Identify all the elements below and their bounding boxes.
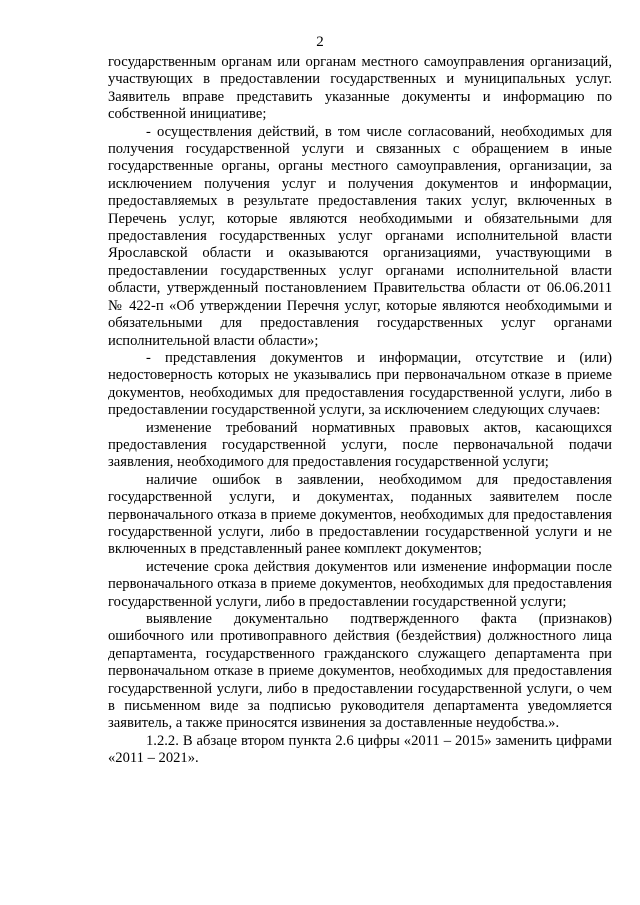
paragraph-documents-clause: - представления документов и информации, отсутствие и (или) недостоверность которых не указывались при первоначальном отказе в приеме документов, необходимых для предоставления государственной услуги, либо в предоставлении государственной услуги, за исключением следующих случаев: bbox=[108, 349, 612, 419]
paragraph-continuation: государственным органам или органам местного самоуправления организаций, участвующих в предоставлении государственных и муниципальных услуг. Заявитель вправе представить указанные документы и информацию по собственной инициативе; bbox=[108, 54, 612, 123]
paragraph-case-requirements-change: изменение требований нормативных правовых актов, касающихся предоставления государственной услуги, после первоначальной подачи заявления, необходимого для предоставления государственной услуги; bbox=[108, 419, 612, 471]
paragraph-amendment-1-2-2: 1.2.2. В абзаце втором пункта 2.6 цифры «2011 – 2015» заменить цифрами «2011 – 2021». bbox=[108, 732, 612, 767]
paragraph-case-expiry: истечение срока действия документов или изменение информации после первоначального отказа в приеме документов, необходимых для предоставления государственной услуги, либо в предоставлении государственной услуги; bbox=[108, 558, 612, 610]
paragraph-actions-clause: - осуществления действий, в том числе согласований, необходимых для получения государственной услуги и связанных с обращением в иные государственные органы, органы местного самоуправления, организации, за исключением получения услуг и получения документов и информации, предоставляемых в результате предоставления таких услуг, включенных в Перечень услуг, которые являются необходимыми и обязательными для предоставления государственных услуг органами исполнительной власти Ярославской области и оказываются организациями, участвующими в предоставлении государственных услуг органами исполнительной власти области, утвержденный постановлением Правительства области от 06.06.2011 № 422-п «Об утверждении Перечня услуг, которые являются необходимыми и обязательными для предоставления государственных услуг органами исполнительной власти области»; bbox=[108, 123, 612, 349]
document-body bbox=[108, 54, 612, 768]
paragraph-case-misconduct: выявление документально подтвержденного факта (признаков) ошибочного или противоправного действия (бездействия) должностного лица департамента, государственного гражданского служащего департамента при первоначальном отказе в приеме документов, необходимых для предоставления государственной услуги, либо в предоставлении государственной услуги, о чем в письменном виде за подписью руководителя департамента уведомляется заявитель, а также приносятся извинения за доставленные неудобства.». bbox=[108, 611, 612, 732]
paragraph-case-errors: наличие ошибок в заявлении, необходимом для предоставления государственной услуги, и документах, поданных заявителем после первоначального отказа в приеме документов, необходимых для предоставления государственной услуги, либо в предоставлении государственной услуги и не включенных в представленный ранее комплект документов; bbox=[108, 471, 612, 558]
page-number: 2 bbox=[316, 34, 324, 50]
